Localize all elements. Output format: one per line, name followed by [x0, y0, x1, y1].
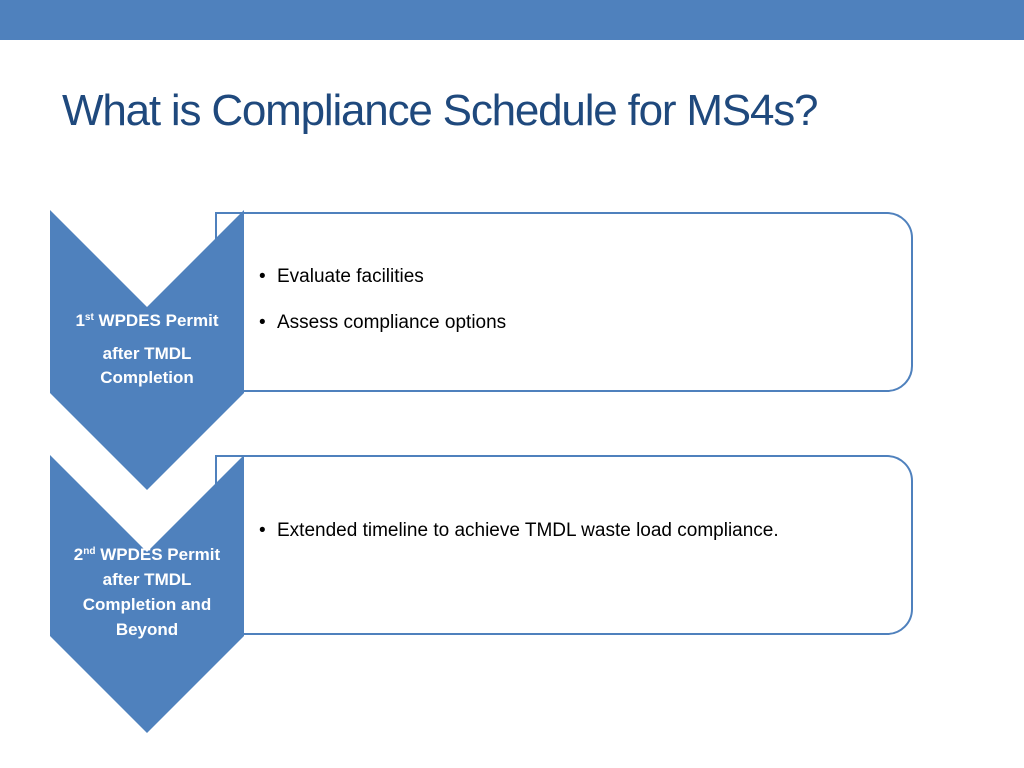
bullet-dot: •: [259, 312, 266, 333]
bullet-dot: •: [259, 520, 266, 541]
step-1-ordinal: 1: [75, 311, 85, 330]
step-1-chevron: [50, 210, 244, 490]
step-1-label: [50, 308, 244, 390]
step-2-label-line3: Completion and: [82, 595, 212, 614]
step-2-label-line2: after TMDL: [102, 570, 192, 589]
slide-title: What is Compliance Schedule for MS4s?: [62, 86, 818, 135]
bullet-item: [259, 266, 851, 288]
step-2-label-line4: Beyond: [115, 620, 179, 639]
step-2-label-line1: WPDES Permit: [95, 545, 221, 564]
step-1-label-line2: after TMDL: [102, 344, 192, 363]
step-1-bullet-list: [259, 266, 851, 358]
step-2-chevron: [50, 455, 244, 733]
step-1-content-box: [215, 212, 913, 392]
bullet-item: [259, 312, 851, 334]
step-2-label: [50, 542, 244, 642]
bullet-dot: •: [259, 266, 266, 287]
bullet-text: Assess compliance options: [277, 312, 507, 333]
step-1-label-line3: Completion: [100, 368, 194, 387]
step-2-bullet-list: [259, 506, 851, 555]
step-2-ordinal-suffix: nd: [83, 546, 96, 557]
bullet-text: Evaluate facilities: [277, 266, 424, 287]
step-2-ordinal: 2: [73, 545, 84, 564]
header-accent-bar: [0, 0, 1024, 40]
bullet-text: Extended timeline to achieve TMDL waste load compliance.: [277, 520, 779, 541]
bullet-item: [259, 506, 851, 555]
step-1-ordinal-suffix: st: [84, 312, 94, 323]
step-1-label-line1: WPDES Permit: [93, 311, 219, 330]
step-2-content-box: [215, 455, 913, 635]
